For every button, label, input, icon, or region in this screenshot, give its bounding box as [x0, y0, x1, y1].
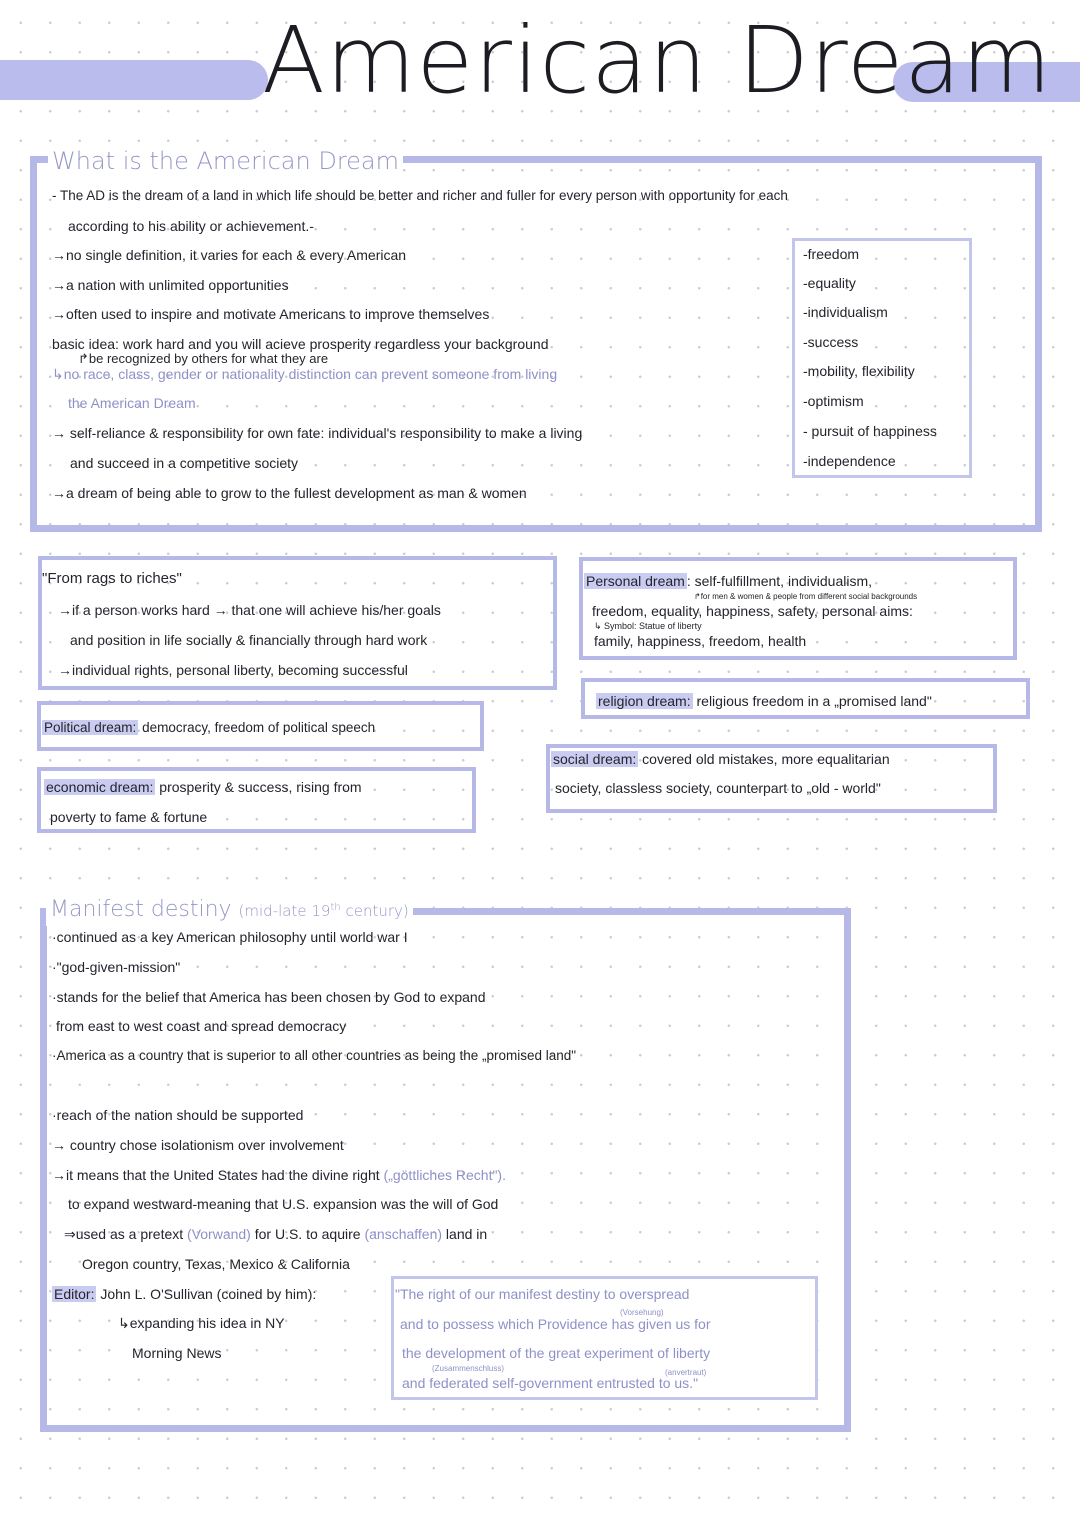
keyword-item: -individualism — [803, 304, 888, 320]
title-decoration-left — [0, 60, 268, 100]
economic-label: economic dream: — [46, 779, 154, 795]
keyword-item: - pursuit of happiness — [803, 423, 937, 439]
quote-gloss-1: (Vorsehung) — [620, 1308, 664, 1317]
keyword-item: -freedom — [803, 246, 860, 262]
editor-sub-2: Morning News — [132, 1345, 222, 1361]
rags-line-4: →individual rights, personal liberty, becoming successful — [58, 662, 408, 678]
quote-line-4: and federated self-government entrusted to us." — [402, 1375, 699, 1391]
manifest-line-9: to expand westward-meaning that U.S. expansion was the will of God — [68, 1196, 499, 1212]
what-is-line-7: ↱be recognized by others for what they are — [78, 351, 329, 366]
religion-text — [596, 691, 932, 711]
economic-desc: prosperity & success, rising from — [159, 779, 362, 795]
quote-gloss-2: (Zusammenschluss) — [432, 1364, 505, 1373]
personal-text-3: family, happiness, freedom, health — [594, 633, 807, 649]
keyword-item: -independence — [803, 453, 896, 469]
manifest-line-6: ·reach of the nation should be supported — [52, 1107, 304, 1123]
social-label: social dream: — [553, 751, 637, 767]
editor-line — [52, 1284, 316, 1304]
social-text — [551, 749, 890, 769]
manifest-line-4: from east to west coast and spread democracy — [56, 1018, 347, 1034]
manifest-heading — [46, 893, 413, 926]
page-title: American Dream — [262, 7, 1053, 114]
rags-line-2: →if a person works hard → that one will achieve his/her goals — [58, 602, 441, 618]
social-desc: covered old mistakes, more equalitarian — [642, 751, 890, 767]
quote-line-3: the development of the great experiment of liberty — [402, 1345, 711, 1361]
gloss-pretext: (Vorwand) — [187, 1226, 251, 1242]
what-is-line-11: and succeed in a competitive society — [70, 455, 299, 471]
political-desc: democracy, freedom of political speech — [142, 720, 376, 735]
gloss-divine-right: („göttliches Recht"). — [383, 1167, 506, 1183]
what-is-line-3: →no single definition, it varies for each & every American — [52, 247, 407, 263]
political-label: Political dream: — [44, 720, 137, 735]
religion-desc: religious freedom in a „promised land" — [696, 693, 932, 709]
manifest-title: Manifest destiny — [50, 897, 232, 922]
what-is-heading: What is the American Dream — [48, 146, 403, 176]
political-text — [42, 718, 375, 738]
personal-text-2: freedom, equality, happiness, safety, personal aims: — [592, 603, 913, 619]
manifest-line-2: ·"god-given-mission" — [52, 959, 181, 975]
personal-text — [584, 571, 872, 591]
what-is-line-4: →a nation with unlimited opportunities — [52, 277, 289, 293]
what-is-line-8: ↳no race, class, gender or nationality distinction can prevent someone from living — [52, 366, 558, 382]
manifest-line-8: →it means that the United States had the divine right („göttliches Recht"). — [52, 1167, 506, 1183]
editor-sub-1: ↳expanding his idea in NY — [118, 1315, 285, 1331]
manifest-line-11: Oregon country, Texas, Mexico & California — [82, 1256, 350, 1272]
keyword-item: -mobility, flexibility — [803, 363, 915, 379]
keyword-item: -success — [803, 334, 859, 350]
manifest-subtitle: (mid-late 19th century) — [238, 902, 409, 920]
editor-text: John L. O'Sullivan (coined by him): — [100, 1286, 317, 1302]
personal-note: ↱for men & women & people from different social backgrounds — [694, 592, 918, 601]
quote-line-2: and to possess which Providence has given us for — [400, 1316, 711, 1332]
manifest-line-3: ·stands for the belief that America has been chosen by God to expand — [52, 989, 486, 1005]
what-is-line-6: basic idea: work hard and you will acieve prosperity regardless your background — [52, 336, 549, 352]
social-text-2: society, classless society, counterpart to „old - world" — [555, 780, 881, 796]
economic-text-2: poverty to fame & fortune — [50, 809, 208, 825]
personal-label: Personal dream — [586, 573, 685, 589]
religion-label: religion dream: — [598, 693, 691, 709]
keyword-item: -equality — [803, 275, 856, 291]
what-is-line-5: →often used to inspire and motivate Americans to improve themselves — [52, 306, 490, 322]
manifest-line-10: ⇒used as a pretext (Vorwand) for U.S. to aquire (anschaffen) land in — [64, 1226, 488, 1242]
quote-gloss-3: (anvertraut) — [665, 1368, 707, 1377]
quote-line-1: "The right of our manifest destiny to overspread — [395, 1286, 690, 1302]
economic-text — [44, 777, 362, 797]
rags-line-1: "From rags to riches" — [42, 570, 182, 587]
personal-symbol: ↳ Symbol: Statue of liberty — [594, 621, 702, 631]
what-is-line-1: - The AD is the dream of a land in which life should be better and richer and fuller for every person with opportunity for each — [52, 188, 788, 203]
what-is-line-2: according to his ability or achievement.- — [68, 218, 314, 234]
rags-line-3: and position in life socially & financially through hard work — [70, 632, 428, 648]
what-is-line-12: →a dream of being able to grow to the fullest development as man & women — [52, 485, 527, 501]
manifest-line-1: ·continued as a key American philosophy until world war I — [52, 929, 408, 945]
keyword-item: -optimism — [803, 393, 864, 409]
what-is-line-10: → self-reliance & responsibility for own fate: individual's responsibility to make a living — [52, 425, 583, 441]
manifest-line-7: → country chose isolationism over involvement — [52, 1137, 344, 1153]
manifest-line-5: ·America as a country that is superior to all other countries as being the „promised land" — [52, 1048, 577, 1063]
editor-label: Editor: — [54, 1286, 95, 1302]
personal-desc: : self-fulfillment, individualism, — [686, 573, 872, 589]
gloss-acquire: (anschaffen) — [364, 1226, 443, 1242]
what-is-line-9: the American Dream — [68, 395, 196, 411]
